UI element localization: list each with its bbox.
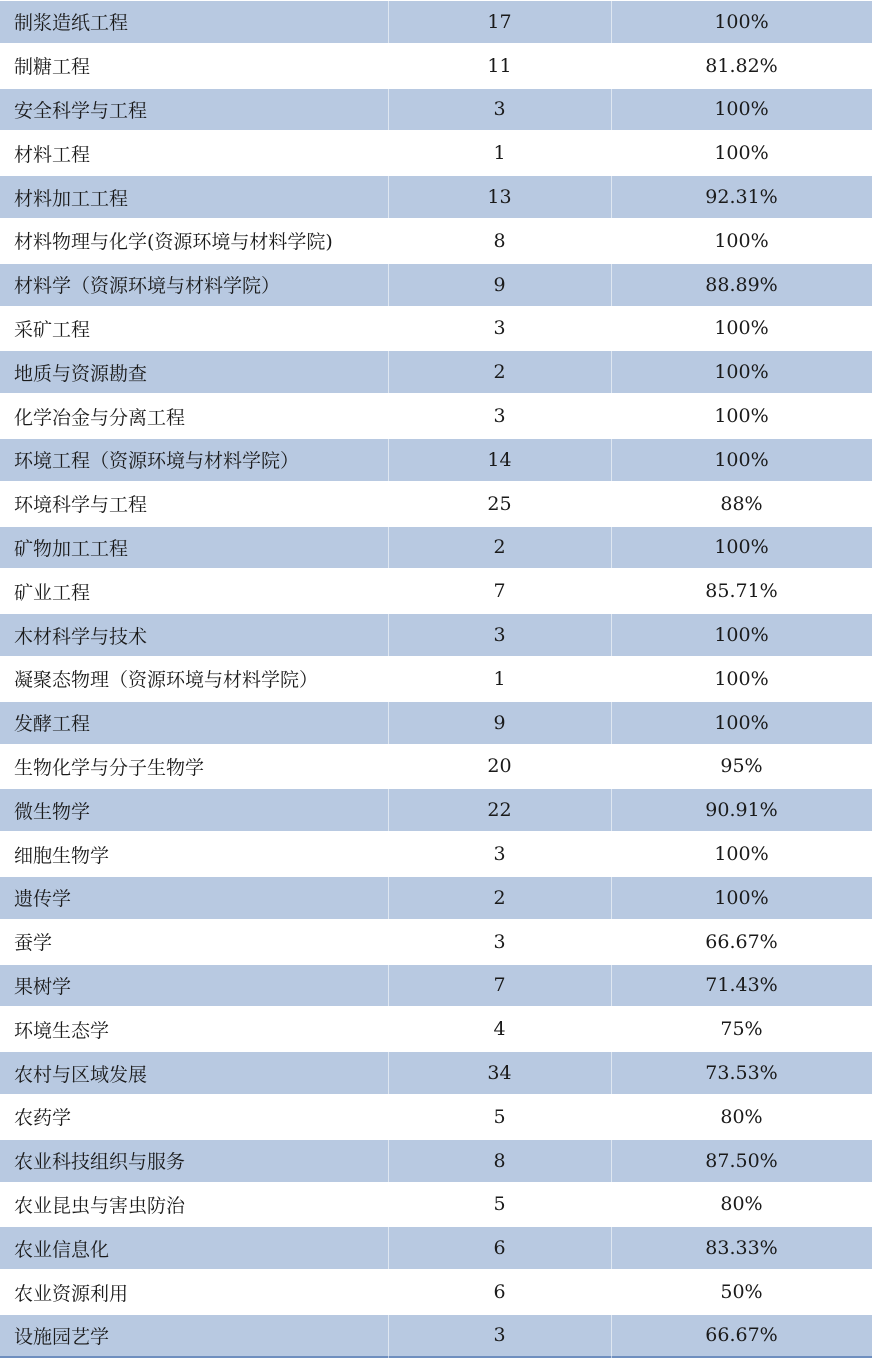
table-row [0, 307, 872, 351]
table-row [0, 569, 872, 613]
major-name-cell: 矿业工程 [14, 581, 91, 604]
graduate-count-cell: 7 [493, 974, 506, 997]
major-name-cell: 微生物学 [14, 800, 91, 823]
table-row [0, 964, 872, 1008]
table-row [0, 788, 872, 832]
graduate-count-cell: 14 [487, 448, 512, 471]
major-name-cell: 农药学 [14, 1107, 72, 1130]
major-name-cell: 农业昆虫与害虫防治 [14, 1194, 186, 1217]
major-name-cell: 细胞生物学 [14, 844, 110, 867]
major-name-cell: 矿物加工工程 [14, 537, 129, 560]
employment-rate-cell: 100% [714, 711, 769, 734]
table-row [0, 1226, 872, 1270]
table-row [0, 263, 872, 307]
graduate-count-cell: 20 [487, 755, 512, 778]
table-row [0, 175, 872, 219]
table-row [0, 1051, 872, 1095]
major-name-cell: 环境科学与工程 [14, 494, 148, 517]
major-name-cell: 安全科学与工程 [14, 99, 148, 122]
graduate-count-cell: 3 [493, 317, 506, 340]
graduate-count-cell: 1 [493, 667, 506, 690]
graduate-count-cell: 9 [493, 273, 506, 296]
major-name-cell: 地质与资源勘查 [14, 362, 148, 385]
graduate-count-cell: 2 [493, 886, 506, 909]
employment-rate-cell: 75% [720, 1018, 763, 1041]
graduate-count-cell: 4 [493, 1018, 506, 1041]
employment-rate-cell: 100% [714, 229, 769, 252]
major-name-cell: 农村与区域发展 [14, 1063, 148, 1086]
table-row [0, 350, 872, 394]
employment-rate-cell: 50% [720, 1281, 763, 1303]
major-name-cell: 遗传学 [14, 888, 72, 911]
graduate-count-cell: 22 [487, 799, 512, 822]
major-name-cell: 蚕学 [14, 932, 53, 955]
graduate-count-cell: 2 [493, 536, 506, 559]
employment-rate-cell: 80% [720, 1105, 763, 1128]
major-name-cell: 环境生态学 [14, 1019, 110, 1042]
table-row [0, 832, 872, 876]
employment-rate-cell: 85.71% [705, 580, 778, 603]
graduate-count-cell: 3 [493, 843, 506, 866]
table-row [0, 219, 872, 263]
graduate-count-cell: 2 [493, 361, 506, 384]
major-name-cell: 农业资源利用 [14, 1282, 129, 1305]
graduate-count-cell: 3 [493, 1324, 506, 1347]
graduate-count-cell: 5 [493, 1193, 506, 1216]
major-name-cell: 生物化学与分子生物学 [14, 756, 205, 779]
major-name-cell: 材料学（资源环境与材料学院） [14, 275, 281, 298]
table-row [0, 920, 872, 964]
major-name-cell: 农业科技组织与服务 [14, 1151, 186, 1174]
table-row [0, 438, 872, 482]
employment-rate-cell: 100% [714, 886, 769, 909]
graduate-count-cell: 3 [493, 405, 506, 428]
graduate-count-cell: 9 [493, 711, 506, 734]
graduate-count-cell: 8 [493, 1149, 506, 1172]
employment-rate-cell: 100% [714, 448, 769, 471]
graduate-count-cell: 17 [487, 10, 512, 33]
major-name-cell: 木材科学与技术 [14, 625, 148, 648]
table-row [0, 44, 872, 88]
employment-rate-cell: 73.53% [705, 1062, 778, 1085]
graduate-count-cell: 1 [493, 142, 506, 165]
major-name-cell: 材料加工工程 [14, 187, 129, 210]
employment-rate-cell: 87.50% [705, 1149, 778, 1172]
graduate-count-cell: 6 [493, 1281, 506, 1303]
major-name-cell: 环境工程（资源环境与材料学院） [14, 450, 300, 473]
major-name-cell: 材料工程 [14, 143, 91, 166]
table-row [0, 526, 872, 570]
table-row [0, 482, 872, 526]
table-row [0, 876, 872, 920]
employment-rate-cell: 100% [714, 405, 769, 428]
graduate-count-cell: 3 [493, 624, 506, 647]
employment-rate-cell: 92.31% [705, 186, 778, 209]
graduate-count-cell: 34 [487, 1062, 512, 1085]
table-row [0, 131, 872, 175]
major-name-cell: 采矿工程 [14, 318, 91, 341]
graduate-count-cell: 7 [493, 580, 506, 603]
graduate-count-cell: 11 [487, 54, 512, 77]
employment-rate-cell: 100% [714, 361, 769, 384]
employment-rate-cell: 88.89% [705, 273, 778, 296]
table-row [0, 88, 872, 132]
major-name-cell: 材料物理与化学(资源环境与材料学院) [14, 231, 333, 254]
major-name-cell: 农业信息化 [14, 1238, 110, 1261]
employment-rate-cell: 71.43% [705, 974, 778, 997]
graduate-count-cell: 3 [493, 98, 506, 121]
table-row [0, 1270, 872, 1314]
major-name-cell: 制浆造纸工程 [14, 12, 129, 35]
employment-rate-cell: 90.91% [705, 799, 778, 822]
major-name-cell: 设施园艺学 [14, 1325, 110, 1348]
graduate-count-cell: 13 [487, 186, 512, 209]
major-name-cell: 果树学 [14, 975, 72, 998]
employment-rate-cell: 66.67% [705, 1324, 778, 1347]
major-name-cell: 制糖工程 [14, 56, 91, 79]
table-row [0, 1095, 872, 1139]
table-row [0, 0, 872, 44]
employment-rate-cell: 80% [720, 1193, 763, 1216]
employment-rate-cell: 100% [714, 843, 769, 866]
employment-rate-cell: 100% [714, 142, 769, 165]
table-row [0, 701, 872, 745]
table-row [0, 657, 872, 701]
major-name-cell: 发酵工程 [14, 713, 91, 736]
employment-rate-cell: 66.67% [705, 930, 778, 953]
employment-rate-cell: 81.82% [705, 54, 778, 77]
employment-rate-cell: 100% [714, 317, 769, 340]
graduate-count-cell: 6 [493, 1237, 506, 1260]
table-row [0, 1007, 872, 1051]
table-row [0, 1314, 872, 1358]
table-row [0, 613, 872, 657]
employment-rate-cell: 83.33% [705, 1237, 778, 1260]
table-row [0, 1183, 872, 1227]
employment-rate-cell: 100% [714, 98, 769, 121]
major-name-cell: 凝聚态物理（资源环境与材料学院） [14, 669, 319, 692]
employment-rate-cell: 88% [720, 492, 763, 515]
table-row [0, 394, 872, 438]
graduate-count-cell: 3 [493, 930, 506, 953]
employment-rate-cell: 100% [714, 624, 769, 647]
employment-rate-cell: 100% [714, 667, 769, 690]
graduate-count-cell: 25 [487, 492, 512, 515]
employment-rate-cell: 95% [720, 755, 763, 778]
table-row [0, 1139, 872, 1183]
employment-rate-cell: 100% [714, 536, 769, 559]
graduate-count-cell: 8 [493, 229, 506, 252]
table-row [0, 745, 872, 789]
major-name-cell: 化学冶金与分离工程 [14, 406, 186, 429]
graduate-count-cell: 5 [493, 1105, 506, 1128]
employment-rate-cell: 100% [714, 10, 769, 33]
